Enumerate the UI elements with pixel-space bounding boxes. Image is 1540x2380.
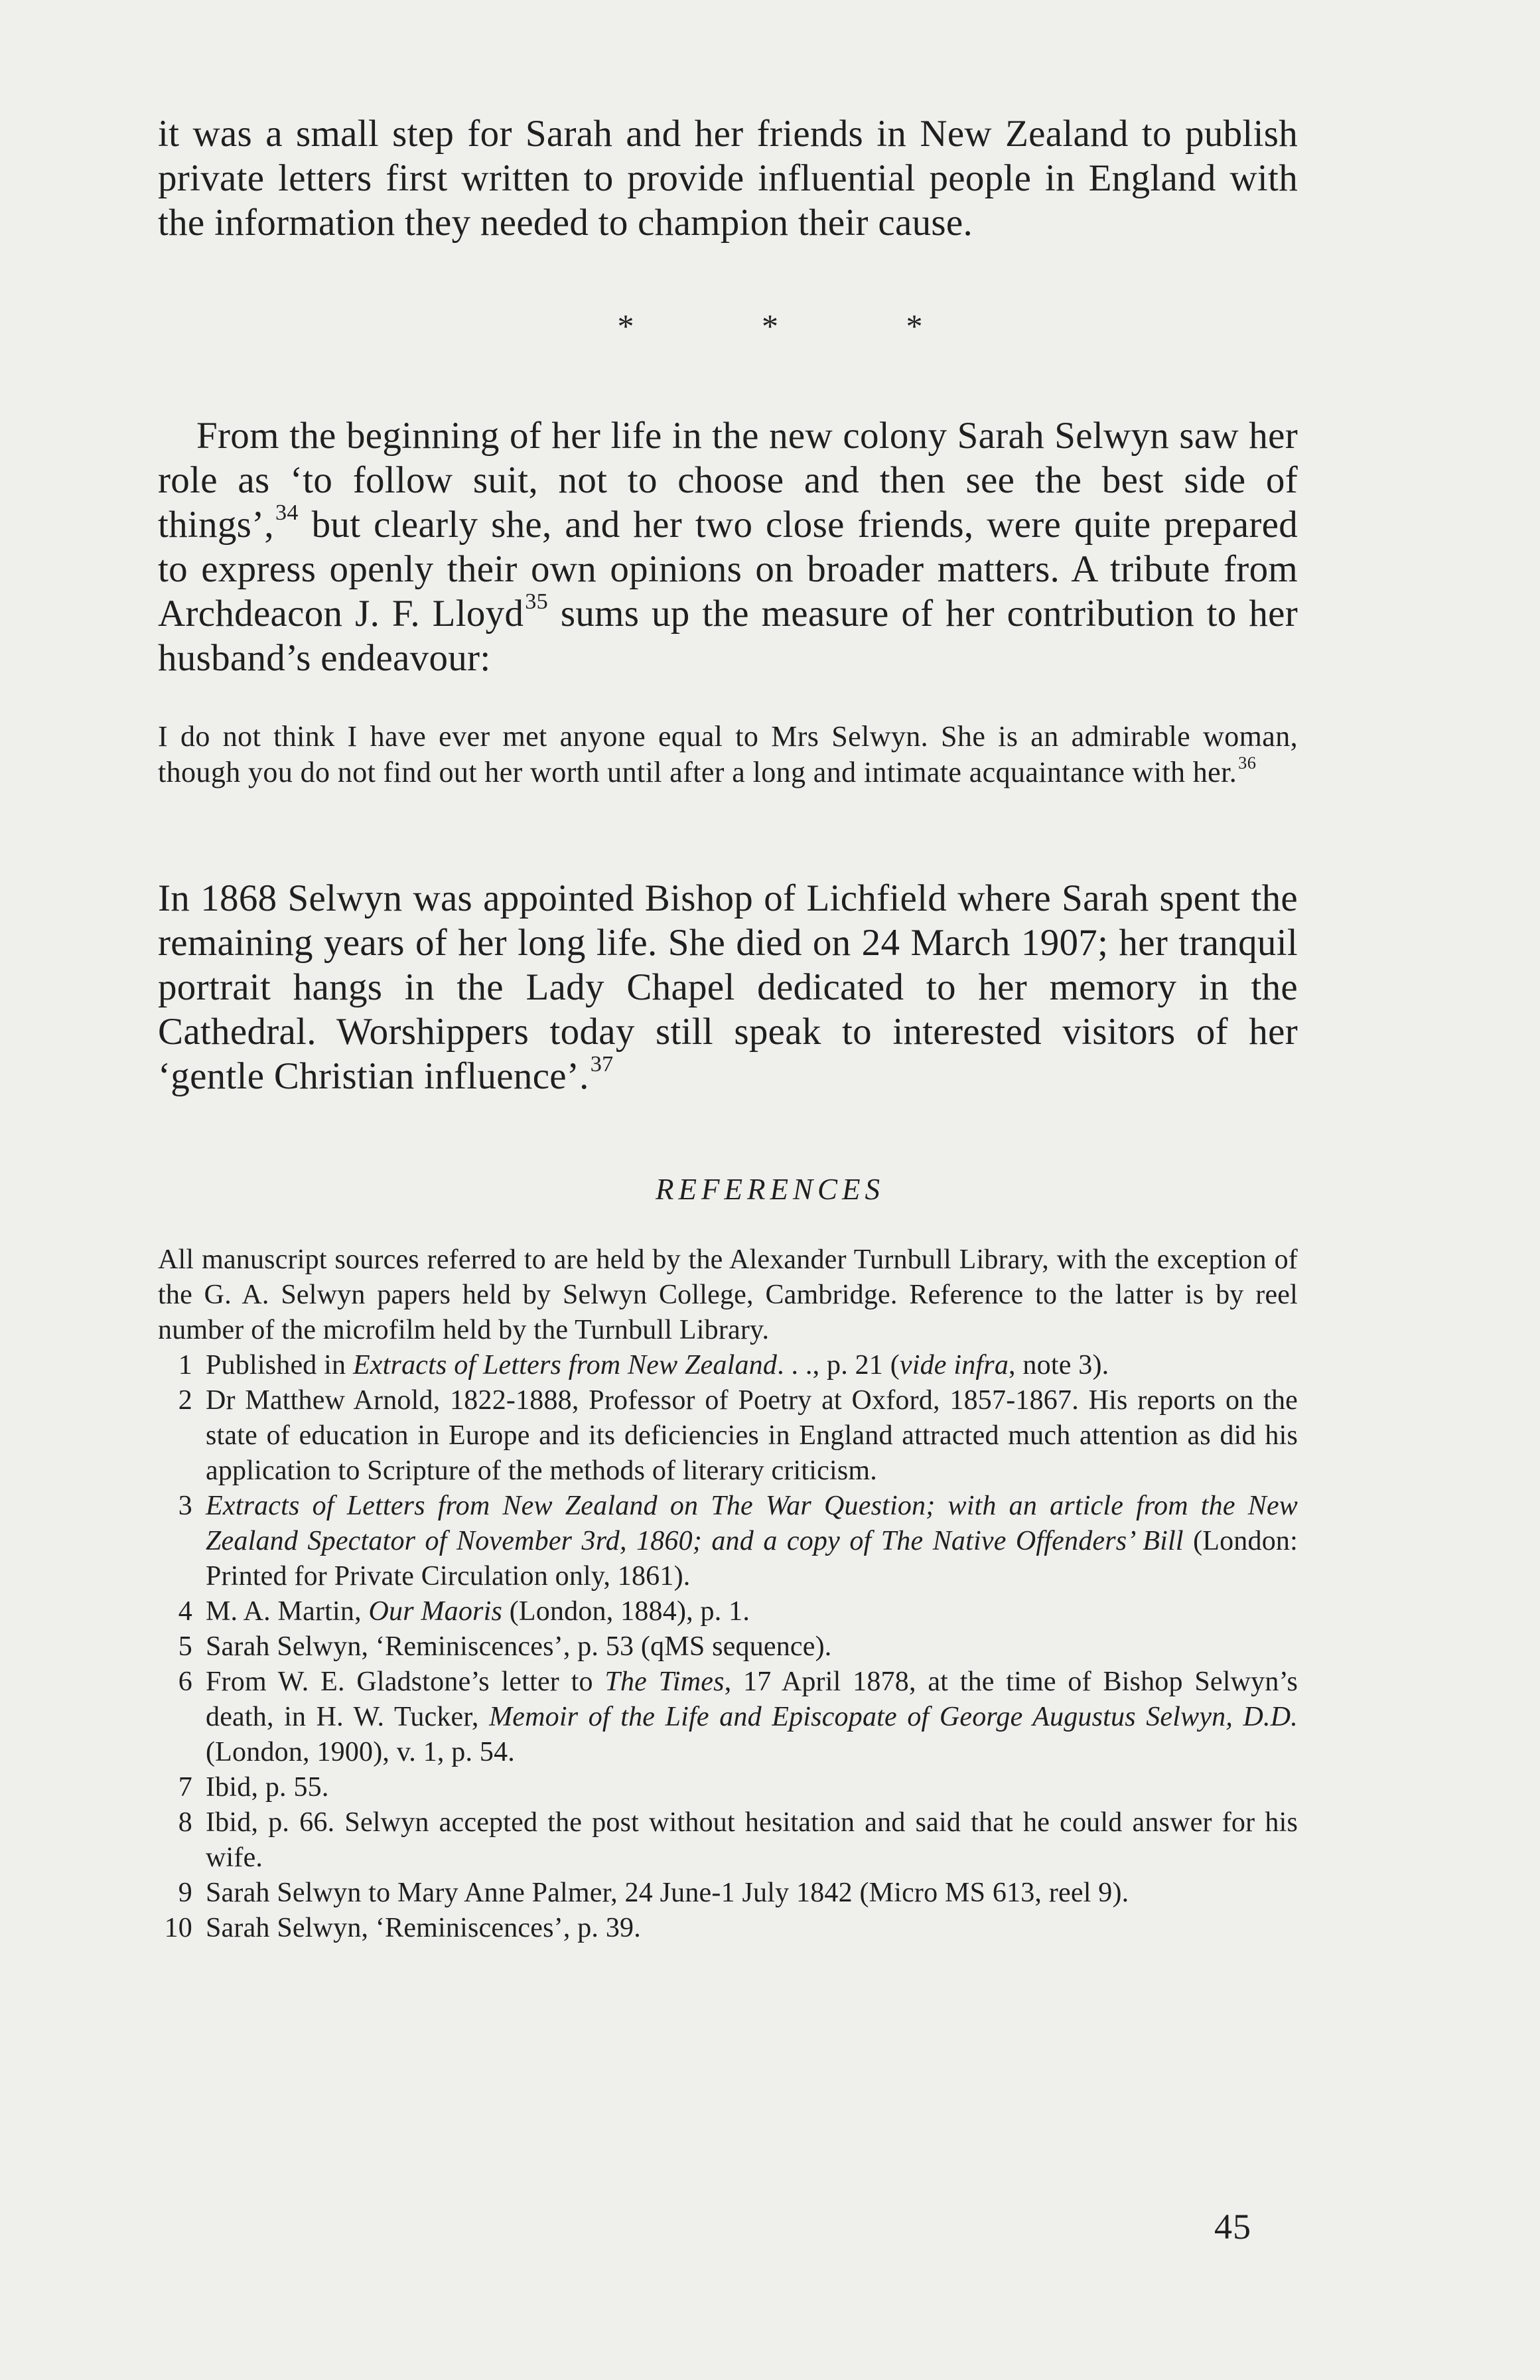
reference-note-3: 3 Extracts of Letters from New Zealand on The War Question; with an article from the New Zealand Spectator of November 3rd, 1860; and a copy of The Native Offenders’ Bill (London: Printed for Private Circulation only, 1861).	[178, 1491, 1298, 1592]
paragraph-text: From the beginning of her life in the new colony Sarah Selwyn saw her role as ‘to follow suit, not to choose and then see the best side of things’,	[158, 415, 1298, 546]
reference-note-6: 6 From W. E. Gladstone’s letter to The Times, 17 April 1878, at the time of Bishop Selwyn’s death, in H. W. Tucker, Memoir of the Life and Episcopate of George Augustus Selwyn, D.D. (London, 1900), v. 1, p. 54.	[178, 1667, 1298, 1767]
footnote-ref: 37	[590, 1052, 614, 1077]
references-intro: All manuscript sources referred to are held by the Alexander Turnbull Library, with the exception of the G. A. Selwyn papers held by Selwyn College, Cambridge. Reference to the latter is by reel number of the microfilm held by the Turnbull Library.	[158, 1244, 1298, 1345]
page-number: 45	[1214, 2207, 1251, 2247]
block-quote	[158, 719, 1298, 790]
paragraph-selwyn-role	[158, 413, 1298, 680]
section-break: * * *	[617, 307, 983, 344]
paragraph-text: In 1868 Selwyn was appointed Bishop of Lichfield where Sarah spent the remaining years of her long life. She died on 24 March 1907; her tranquil portrait hangs in the Lady Chapel dedicated to her memory in the Cathedral. Worshippers today still speak to interested visitors of her ‘gentle Christian influence’.	[158, 877, 1298, 1097]
reference-note-4: 4 M. A. Martin, Our Maoris (London, 1884), p. 1.	[178, 1596, 750, 1627]
footnote-ref: 35	[525, 589, 549, 615]
reference-note-2: 2 Dr Matthew Arnold, 1822-1888, Professor of Poetry at Oxford, 1857-1867. His reports on the state of education in Europe and its deficiencies in England attracted much attention as did his application to Scripture of the methods of literary criticism.	[178, 1385, 1298, 1486]
reference-note-7: 7 Ibid, p. 55.	[178, 1772, 329, 1803]
references-section	[158, 1242, 1298, 1946]
reference-note-10: 10 Sarah Selwyn, ‘Reminiscences’, p. 39.	[164, 1913, 641, 1943]
references-heading: REFERENCES	[656, 1173, 884, 1206]
paragraph-text: but clearly she, and her two close friends, were quite prepared to express openly their own opinions on broader matters. A tribute from Archdeacon J. F. Lloyd	[158, 504, 1298, 634]
reference-note-5: 5 Sarah Selwyn, ‘Reminiscences’, p. 53 (qMS sequence).	[178, 1631, 832, 1662]
paragraph-text: sums up the measure of her contribution to her husband’s endeavour:	[158, 593, 1298, 679]
reference-note-8: 8 Ibid, p. 66. Selwyn accepted the post without hesitation and said that he could answer for his wife.	[178, 1807, 1298, 1873]
block-quote-text: I do not think I have ever met anyone equal to Mrs Selwyn. She is an admirable woman, though you do not find out her worth until after a long and intimate acquaintance with her.	[158, 720, 1298, 788]
opening-paragraph	[158, 112, 1298, 245]
paragraph-lichfield	[158, 876, 1298, 1098]
opening-paragraph-text: it was a small step for Sarah and her friends in New Zealand to publish private letters first written to provide influential people in England with the information they needed to champion their cause.	[158, 113, 1298, 244]
reference-note-1: 1 Published in Extracts of Letters from New Zealand. . ., p. 21 (vide infra, note 3).	[178, 1350, 1109, 1380]
reference-note-9: 9 Sarah Selwyn to Mary Anne Palmer, 24 June-1 July 1842 (Micro MS 613, reel 9).	[178, 1878, 1129, 1908]
footnote-ref: 36	[1238, 753, 1257, 773]
footnote-ref: 34	[275, 500, 299, 526]
